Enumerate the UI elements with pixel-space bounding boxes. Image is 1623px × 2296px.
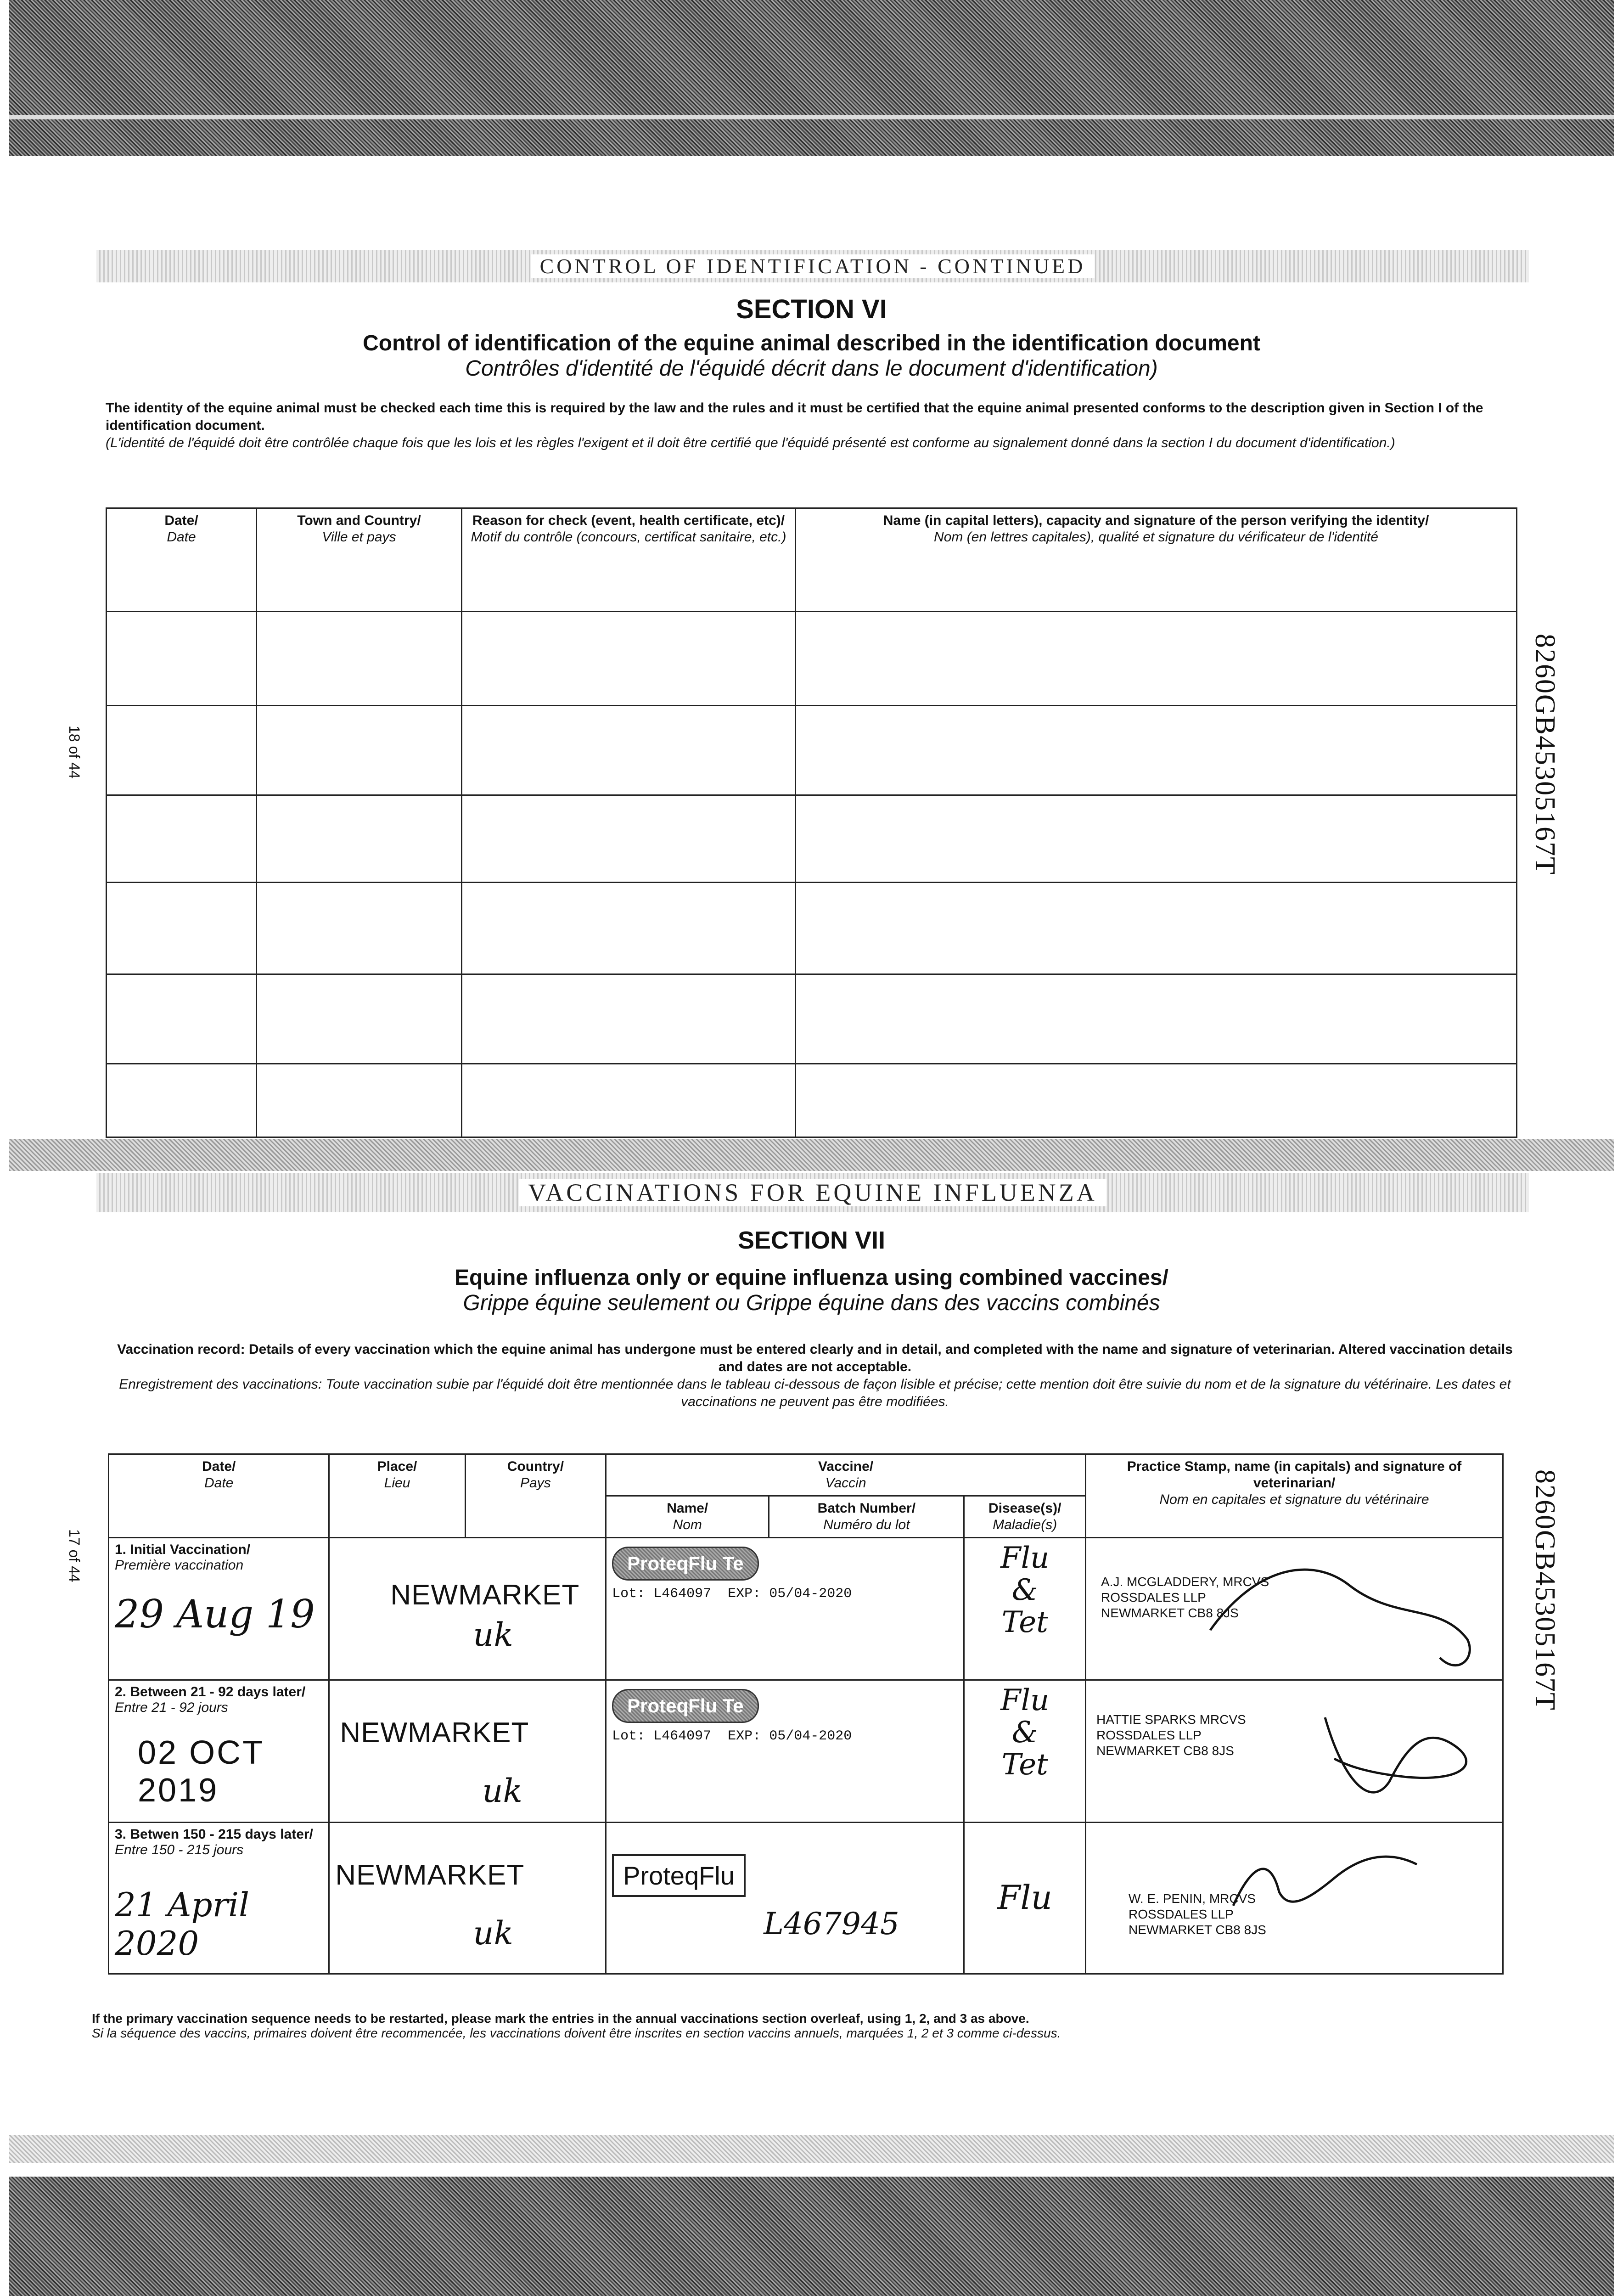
country: uk <box>482 1772 522 1810</box>
scan-line <box>9 115 1614 119</box>
col-disease: Disease(s)/ Maladie(s) <box>964 1496 1086 1538</box>
expiry-date: 05/04-2020 <box>769 1728 852 1744</box>
batch-number: L467945 <box>764 1906 899 1941</box>
vet-signature <box>1316 1690 1490 1818</box>
table-row <box>107 706 1517 795</box>
vaccination-date: 29 Aug 19 <box>115 1592 315 1637</box>
col-verifier: Name (in capital letters), capacity and signature of the person verifying the identity/ Nom (en lettres capitales), qualité et signature du vérificateur de l'identité <box>796 508 1517 612</box>
place-stamp: NEWMARKET <box>335 1859 525 1891</box>
vet-stamp-cell <box>1086 1538 1503 1680</box>
disease-cell: Flu & Tet <box>964 1538 1086 1680</box>
place-country-cell <box>329 1823 606 1974</box>
table-row <box>107 612 1517 706</box>
section6-heading-en: Control of identification of the equine animal described in the identification document <box>363 331 1260 355</box>
batch-number: L464097 <box>653 1586 712 1602</box>
section6-title: SECTION VI <box>736 294 887 324</box>
vet-stamp: A.J. MCGLADDERY, MRCVS ROSSDALES LLP NEWMARKET CB8 8JS <box>1101 1575 1269 1620</box>
vet-stamp: HATTIE SPARKS MRCVS ROSSDALES LLP NEWMARKET CB8 8JS <box>1096 1712 1246 1758</box>
date-cell: 1. Initial Vaccination/ Première vaccination 29 Aug 19 <box>109 1538 329 1680</box>
vet-stamp-cell <box>1086 1823 1503 1974</box>
section7-heading <box>0 1265 1623 1316</box>
section7-note-fr: Enregistrement des vaccinations: Toute vaccination subie par l'équidé doit être mentionnée dans le tableau ci-dessous de façon lisible et précise; cette mention doit être suivie du nom et de la signature du vétérinaire. Les dates et vaccinations ne peuvent pas être modifiées. <box>119 1377 1511 1409</box>
section6-heading-fr: Contrôles d'identité de l'équidé décrit dans le document d'identification) <box>465 356 1158 381</box>
vet-signature <box>1201 1548 1486 1685</box>
section7-instructions <box>115 1341 1515 1411</box>
date-cell: 2. Between 21 - 92 days later/ Entre 21 - 92 jours 02 OCT 2019 <box>109 1680 329 1823</box>
vaccination-date: 21 April 2020 <box>115 1885 250 1963</box>
vaccine-stamp: ProteqFlu <box>612 1854 746 1897</box>
country: uk <box>473 1616 513 1654</box>
page-number-bottom: 17 of 44 <box>66 1529 83 1582</box>
footnote-fr: Si la séquence des vaccins, primaires doivent être recommencée, les vaccinations doivent être inscrites en section vaccins annuels, marquées 1, 2 et 3 comme ci-dessus. <box>92 2026 1061 2040</box>
place-country-cell <box>329 1538 606 1680</box>
section7-title: SECTION VII <box>737 1227 886 1254</box>
expiry-date: 05/04-2020 <box>769 1586 852 1602</box>
vaccination-row-2 <box>109 1680 1503 1823</box>
identity-check-table <box>106 507 1517 1138</box>
scan-border-top <box>9 0 1614 156</box>
col-date: Date/ Date <box>107 508 257 612</box>
section6-note-fr: (L'identité de l'équidé doit être contrôlée chaque fois que les lois et les règles l'exigent et il doit être certifié que l'équidé présenté est conforme au signalement donné dans la section I du document d'identification.) <box>106 435 1395 450</box>
place-stamp: NEWMARKET <box>390 1579 580 1611</box>
scan-divider <box>9 2135 1614 2163</box>
col-batch-number: Batch Number/ Numéro du lot <box>769 1496 964 1538</box>
vaccination-table <box>108 1453 1504 1975</box>
passport-id-code-bottom: 8260GB45305167T <box>1529 1469 1561 1711</box>
scan-border-bottom <box>9 2177 1614 2296</box>
col-practice-stamp: Practice Stamp, name (in capitals) and signature of veterinarian/ Nom en capitales et signature du vétérinaire <box>1086 1454 1503 1538</box>
table-row <box>107 974 1517 1064</box>
passport-id-code-top: 8260GB45305167T <box>1529 634 1561 875</box>
section6-strip-label: CONTROL OF IDENTIFICATION - CONTINUED <box>531 254 1095 278</box>
vaccine-sticker: ProteqFlu Te <box>612 1547 759 1581</box>
disease-cell: Flu & Tet <box>964 1680 1086 1823</box>
section7-strip <box>96 1173 1529 1212</box>
country: uk <box>473 1914 513 1952</box>
col-town-country: Town and Country/ Ville et pays <box>257 508 462 612</box>
vet-stamp: W. E. PENIN, MRCVS ROSSDALES LLP NEWMARKET CB8 8JS <box>1129 1891 1266 1937</box>
footnote-en: If the primary vaccination sequence needs to be restarted, please mark the entries in the annual vaccinations section overleaf, using 1, 2, and 3 as above. <box>92 2011 1029 2026</box>
vaccination-row-1 <box>109 1538 1503 1680</box>
disease-cell: Flu <box>964 1823 1086 1974</box>
page-number-top: 18 of 44 <box>66 726 83 779</box>
col-place: Place/ Lieu <box>329 1454 465 1538</box>
col-vaccine-name: Name/ Nom <box>606 1496 769 1538</box>
section6-strip <box>96 250 1529 282</box>
table-row <box>107 795 1517 883</box>
section6-note-en: The identity of the equine animal must be checked each time this is required by the law and the rules and it must be certified that the equine animal presented conforms to the description given in Section I of the identification document. <box>106 400 1483 433</box>
vaccine-stamp-cell <box>606 1823 964 1974</box>
place-stamp: NEWMARKET <box>340 1717 529 1749</box>
table-row <box>107 1064 1517 1137</box>
section7-strip-label: VACCINATIONS FOR EQUINE INFLUENZA <box>519 1179 1106 1206</box>
col-country: Country/ Pays <box>465 1454 606 1538</box>
section6-instructions <box>106 400 1520 452</box>
section7-note-en: Vaccination record: Details of every vaccination which the equine animal has undergone must be entered clearly and in detail, and completed with the name and signature of veterinarian. Altered vaccination details and dates are not acceptable. <box>117 1342 1513 1374</box>
vaccination-row-3 <box>109 1823 1503 1974</box>
section7-heading-en: Equine influenza only or equine influenza using combined vaccines/ <box>455 1266 1168 1290</box>
vaccine-sticker-cell: ProteqFlu Te Lot: L464097 EXP: 05/04-2020 <box>606 1538 964 1680</box>
date-cell: 3. Betwen 150 - 215 days later/ Entre 150 - 215 jours 21 April 2020 <box>109 1823 329 1974</box>
vaccination-date: 02 OCT 2019 <box>138 1734 264 1809</box>
table-row <box>107 883 1517 974</box>
vaccine-sticker-cell: ProteqFlu Te Lot: L464097 EXP: 05/04-2020 <box>606 1680 964 1823</box>
vaccine-sticker: ProteqFlu Te <box>612 1689 759 1723</box>
section7-heading-fr: Grippe équine seulement ou Grippe équine dans des vaccins combinés <box>463 1291 1160 1315</box>
batch-number: L464097 <box>653 1728 712 1744</box>
col-reason: Reason for check (event, health certificate, etc)/ Motif du contrôle (concours, certificat sanitaire, etc.) <box>462 508 796 612</box>
col-vaccine: Vaccine/ Vaccin <box>606 1454 1086 1496</box>
col-date: Date/ Date <box>109 1454 329 1538</box>
place-country-cell <box>329 1680 606 1823</box>
section6-heading <box>0 331 1623 381</box>
section7-footnote <box>92 2011 1515 2041</box>
vet-stamp-cell <box>1086 1680 1503 1823</box>
vet-signature <box>1224 1837 1454 1929</box>
scan-divider <box>9 1139 1614 1171</box>
